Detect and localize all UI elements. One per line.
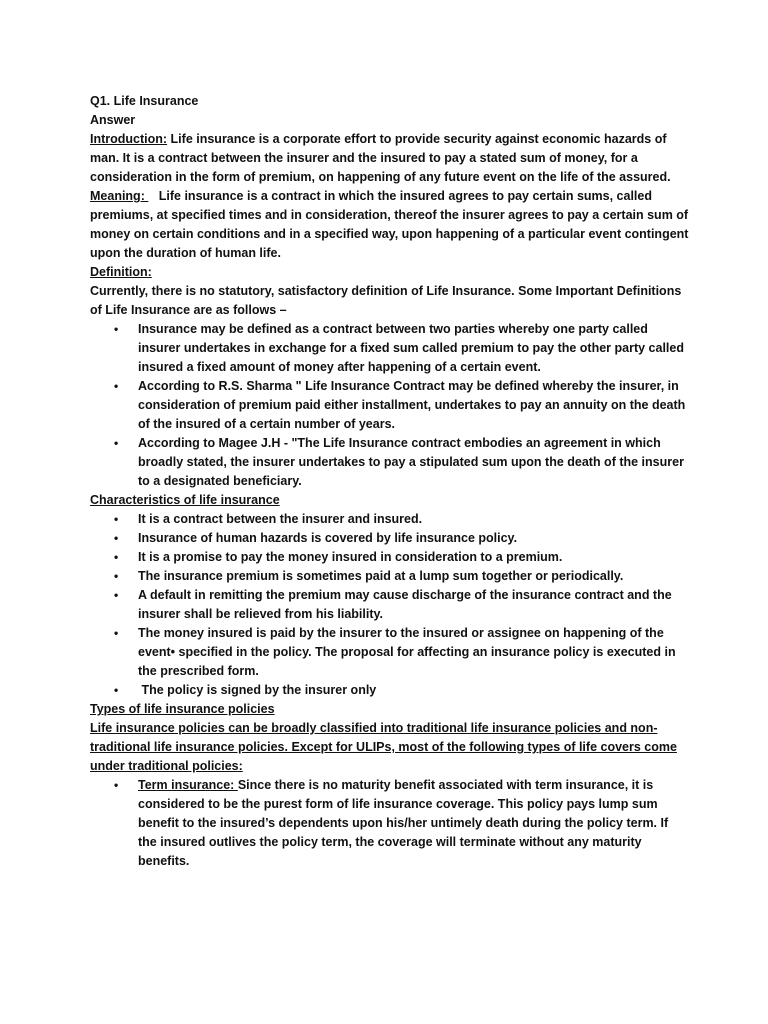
bullet-icon: •	[114, 531, 119, 545]
list-item-text: Insurance may be defined as a contract between two parties whereby one party called insurer undertakes in exchange for a fixed sum called premium to pay the other party called insured a fixed amount of money after happening of a certain event.	[138, 322, 684, 374]
list-item	[90, 434, 690, 491]
list-item-text: A default in remitting the premium may cause discharge of the insurance contract and the insurer shall be relieved from his liability.	[138, 588, 672, 621]
list-item	[90, 776, 690, 871]
definition-intro: Currently, there is no statutory, satisfactory definition of Life Insurance. Some Important Definitions of Life Insurance are as follows –	[90, 284, 682, 317]
bullet-icon: •	[114, 778, 119, 792]
bullet-icon: •	[114, 550, 119, 564]
list-item	[90, 377, 690, 434]
list-item-text: The policy is signed by the insurer only	[138, 683, 377, 697]
list-item-text: The money insured is paid by the insurer to the insured or assignee on happening of the event• specified in the policy. The proposal for affecting an insurance policy is executed in the prescribed form.	[138, 626, 676, 678]
types-list	[90, 776, 690, 871]
list-item-text: Insurance of human hazards is covered by life insurance policy.	[138, 531, 518, 545]
list-item	[90, 529, 690, 548]
characteristics-list	[90, 510, 690, 700]
meaning-heading: Meaning:	[90, 189, 149, 203]
list-item	[90, 624, 690, 681]
types-intro: Life insurance policies can be broadly classified into traditional life insurance policies and non-traditional life insurance policies. Except for ULIPs, most of the following types of life covers come under traditional policies:	[90, 721, 677, 773]
list-item-text: It is a contract between the insurer and insured.	[138, 512, 423, 526]
introduction-heading: Introduction:	[90, 132, 168, 146]
term-insurance-heading: Term insurance:	[138, 778, 238, 792]
bullet-icon: •	[114, 588, 119, 602]
list-item	[90, 510, 690, 529]
bullet-icon: •	[114, 322, 119, 336]
list-item-text: According to R.S. Sharma " Life Insurance Contract may be defined whereby the insurer, in consideration of premium paid either installment, undertakes to pay an annuity on the death of the insured of a certain number of years.	[138, 379, 686, 431]
bullet-icon: •	[114, 569, 119, 583]
bullet-icon: •	[114, 436, 119, 450]
list-item	[90, 320, 690, 377]
list-item	[90, 586, 690, 624]
list-item	[90, 681, 690, 700]
answer-label: Answer	[90, 113, 136, 127]
list-item-text: Since there is no maturity benefit associated with term insurance, it is considered to be the purest form of life insurance coverage. This policy pays lump sum benefit to the insured’s dependents upon his/her untimely death during the policy term. If the insured outlives the policy term, the coverage will terminate without any maturity benefits.	[138, 778, 669, 868]
list-item-text: The insurance premium is sometimes paid at a lump sum together or periodically.	[138, 569, 624, 583]
bullet-icon: •	[114, 379, 119, 393]
definition-heading: Definition:	[90, 265, 152, 279]
characteristics-heading: Characteristics of life insurance	[90, 493, 280, 507]
bullet-icon: •	[114, 626, 119, 640]
list-item-text: According to Magee J.H - "The Life Insurance contract embodies an agreement in which broadly stated, the insurer undertakes to pay a stipulated sum upon the death of the insurer to a designated beneficiary.	[138, 436, 684, 488]
list-item-text: It is a promise to pay the money insured in consideration to a premium.	[138, 550, 563, 564]
bullet-icon: •	[114, 683, 119, 697]
introduction-paragraph	[90, 130, 690, 187]
types-heading: Types of life insurance policies	[90, 702, 275, 716]
introduction-text: Life insurance is a corporate effort to provide security against economic hazards of man. It is a contract between the insurer and the insured to pay a stated sum of money, for a consideration in the form of premium, on happening of any future event on the life of the assured.	[90, 132, 671, 184]
list-item	[90, 548, 690, 567]
question-title: Q1. Life Insurance	[90, 94, 199, 108]
meaning-paragraph	[90, 187, 690, 263]
bullet-icon: •	[114, 512, 119, 526]
document-page	[90, 92, 690, 871]
definition-list	[90, 320, 690, 491]
meaning-text: Life insurance is a contract in which the insured agrees to pay certain sums, called premiums, at specified times and in consideration, thereof the insurer agrees to pay a certain sum of money on certain conditions and in a specified way, upon happening of a particular event contingent upon the duration of human life.	[90, 189, 692, 260]
list-item	[90, 567, 690, 586]
